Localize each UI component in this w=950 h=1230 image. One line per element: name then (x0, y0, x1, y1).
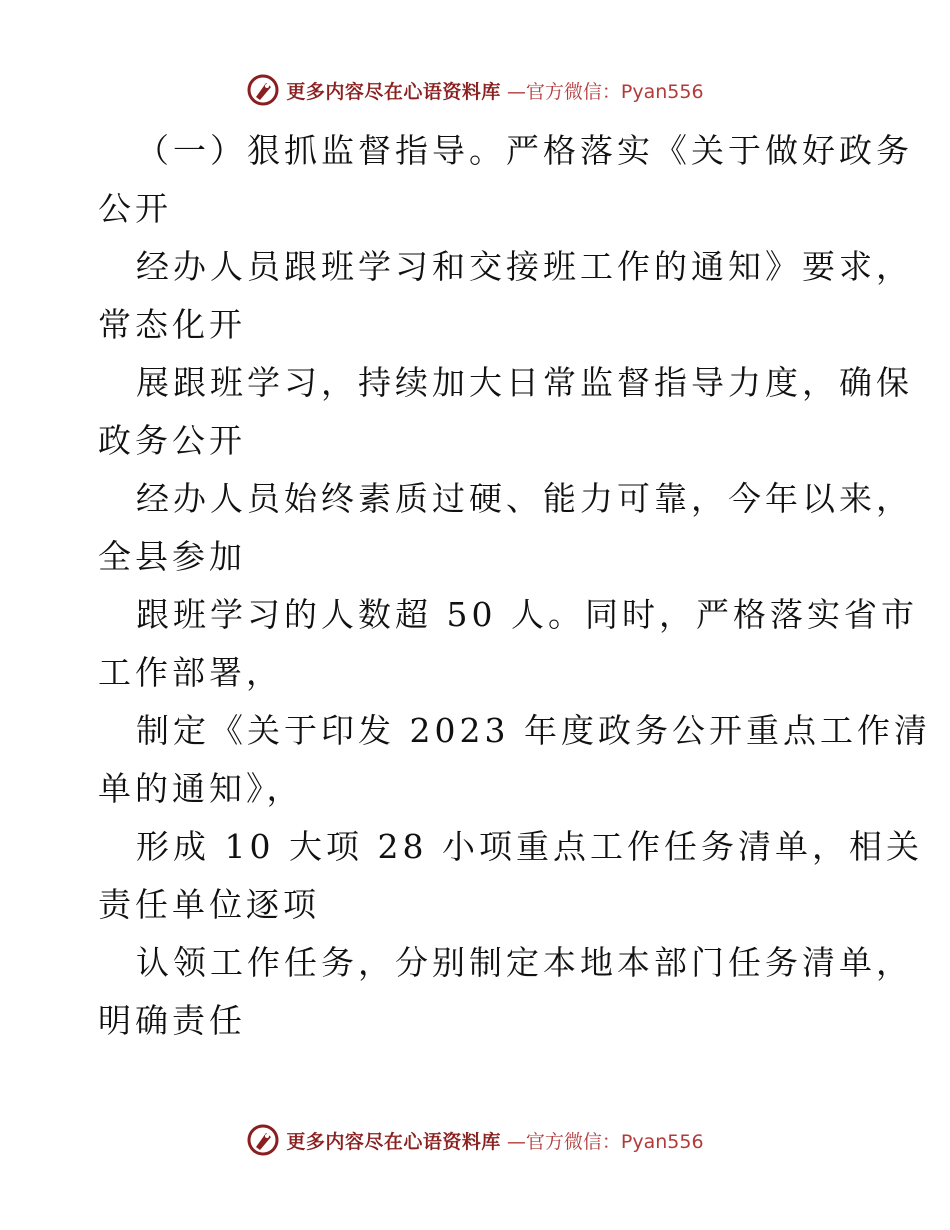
pen-nib-logo-icon (246, 1123, 280, 1157)
text-line: 责任单位逐项 (98, 885, 320, 924)
text-line: 公开 (98, 189, 172, 228)
text-line: 制定《关于印发 2023 年度政务公开重点工作清 (136, 711, 931, 750)
pen-nib-logo-icon (246, 73, 280, 107)
text-line: 常态化开 (98, 305, 246, 344)
text-line: 明确责任 (98, 1001, 246, 1040)
text-line: 经办人员跟班学习和交接班工作的通知》要求， (136, 247, 913, 286)
text-line: 跟班学习的人数超 50 人。同时，严格落实省市 (136, 595, 918, 634)
header-banner (0, 70, 950, 110)
header-banner-sub: —官方微信：Pyan556 (506, 80, 704, 103)
text-line: 政务公开 (98, 421, 246, 460)
footer-banner-text: 更多内容尽在心语资料库 (286, 1130, 501, 1153)
text-line: 展跟班学习，持续加大日常监督指导力度，确保 (136, 363, 913, 402)
text-line: 形成 10 大项 28 小项重点工作任务清单，相关 (136, 827, 923, 866)
text-line: （一）狠抓监督指导。严格落实《关于做好政务 (136, 131, 913, 170)
header-banner-text: 更多内容尽在心语资料库 (286, 80, 501, 103)
text-line: 全县参加 (98, 537, 246, 576)
text-line: 经办人员始终素质过硬、能力可靠，今年以来， (136, 479, 913, 518)
document-body (98, 122, 931, 1050)
footer-banner (0, 1120, 950, 1160)
text-line: 认领工作任务，分别制定本地本部门任务清单， (136, 943, 913, 982)
text-line: 单的通知》， (98, 769, 304, 808)
footer-banner-sub: —官方微信：Pyan556 (506, 1130, 704, 1153)
text-line: 工作部署， (98, 653, 283, 692)
